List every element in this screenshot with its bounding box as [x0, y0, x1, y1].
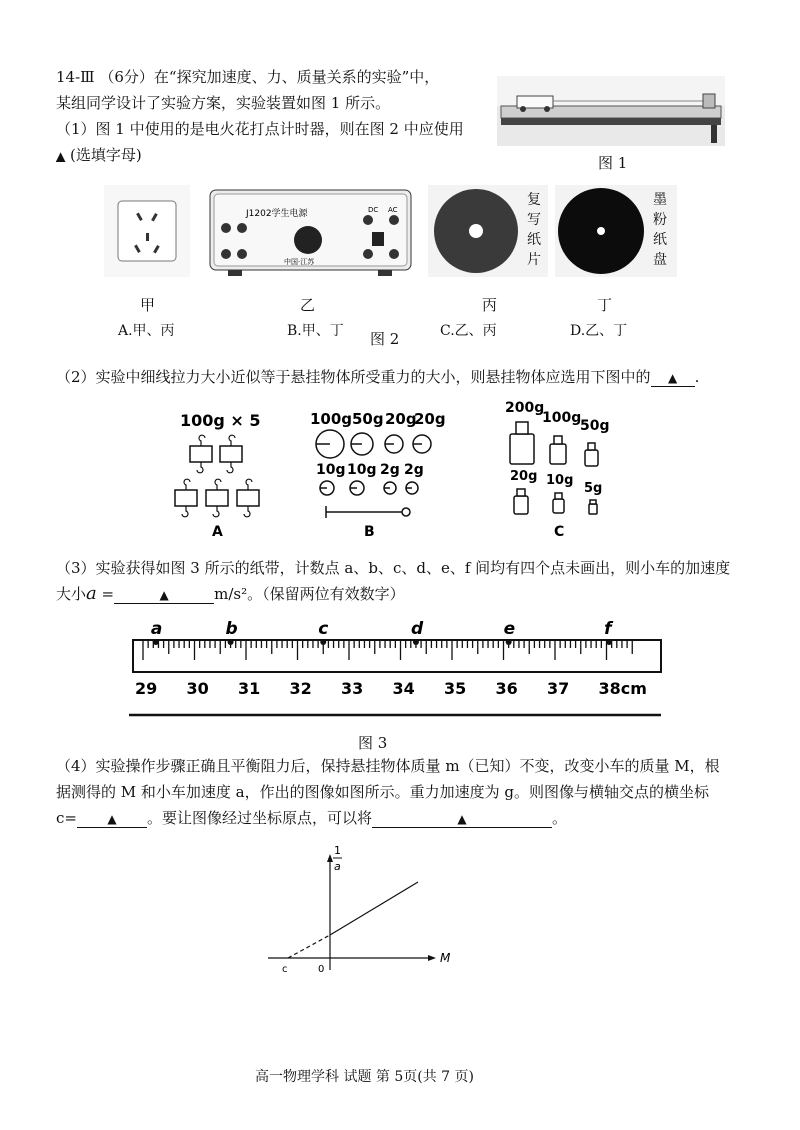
figure3-caption: 图 3	[358, 734, 388, 752]
graph-y-denominator: a	[334, 860, 341, 873]
part1-line2	[56, 144, 142, 165]
tape-point	[506, 639, 512, 645]
ruler-label: 35	[444, 679, 467, 698]
part4-line3: c= ▲ 。要让图像经过坐标原点，可以将 ▲ 。	[56, 809, 568, 827]
mass-c-bottom-1: 20g	[510, 469, 538, 484]
option-d: D.乙、丁	[570, 323, 628, 339]
mass-c-top-2: 100g	[542, 410, 582, 426]
ruler-label: 33	[341, 679, 364, 698]
figure2-caption: 图 2	[370, 330, 400, 348]
panel-label-yi: 乙	[300, 296, 316, 314]
ruler-label: 36	[495, 679, 518, 698]
graph-x-label: M	[440, 951, 451, 965]
part3-line2: 大小a = ▲ m/s²。（保留两位有效数字）	[56, 583, 405, 604]
ruler-label: 38cm	[598, 679, 647, 698]
panel-wall-socket	[104, 185, 190, 277]
figure3-tape-ruler	[125, 612, 670, 722]
mass-c-top-1: 200g	[505, 400, 545, 416]
mass-b-bottom-3: 2g	[380, 462, 400, 478]
part4-line1: （4）实验操作步骤正确且平衡阻力后，保持悬挂物体质量 m（已知）不变，改变小车的质量 M，根	[56, 757, 720, 775]
tape-point-label: b	[225, 619, 238, 639]
panel-label-bing: 丙	[482, 296, 498, 314]
disc2-label: 墨 粉 纸 盘	[653, 192, 667, 268]
option-a: A.甲、丙	[118, 323, 175, 339]
tape-point	[413, 639, 419, 645]
panel-label-jia: 甲	[140, 296, 156, 314]
mass-b-top-3: 20g	[385, 410, 417, 428]
psu-dc-label: DC	[368, 206, 379, 214]
figure1-apparatus-photo	[497, 76, 725, 146]
mass-sets	[150, 400, 730, 540]
mass-b-bottom-2: 10g	[347, 462, 377, 478]
disc1-label: 复 写 纸 片	[527, 192, 541, 268]
mass-b-top-4: 20g	[414, 410, 446, 428]
part2-text: （2）实验中细线拉力大小近似等于悬挂物体所受重力的大小，则悬挂物体应选用下图中的 ▲ .	[56, 368, 700, 386]
panel-power-supply	[208, 188, 413, 280]
part1-line1: （1）图 1 中使用的是电火花打点计时器，则在图 2 中应使用	[56, 120, 464, 138]
psu-brand: 中国·江苏	[284, 258, 315, 266]
inverse-acceleration-graph	[258, 840, 468, 980]
graph-y-numerator: 1	[334, 844, 341, 857]
mass-b-bottom-4: 2g	[404, 462, 424, 478]
mass-b-top-1: 100g	[310, 410, 353, 428]
mass-label-b: B	[364, 524, 375, 540]
figure1-caption: 图 1	[598, 154, 628, 172]
tape-point-label: a	[150, 619, 163, 639]
tape-point-label: e	[503, 619, 516, 639]
mass-c-bottom-2: 10g	[546, 473, 574, 488]
question-header: 14-Ⅲ （6分）在“探究加速度、力、质量关系的实验”中，	[56, 68, 440, 86]
option-b: B.甲、丁	[287, 323, 344, 339]
mass-a-title: 100g × 5	[180, 411, 261, 430]
ruler-label: 31	[238, 679, 261, 698]
ruler-label: 30	[186, 679, 209, 698]
answer-mark: ▲	[56, 149, 66, 163]
tape-point-label: d	[410, 619, 424, 639]
ruler-label: 29	[135, 679, 158, 698]
mass-b-bottom-1: 10g	[316, 462, 346, 478]
psu-title: J1202学生电源	[246, 209, 308, 219]
ruler-label: 37	[547, 679, 570, 698]
tape-point	[320, 639, 326, 645]
page-footer: 高一物理学科 试题 第 5页(共 7 页)	[255, 1069, 474, 1085]
tape-point	[606, 639, 612, 645]
mass-label-c: C	[554, 524, 565, 540]
panel-label-ding: 丁	[597, 296, 613, 314]
part4-line2: 据测得的 M 和小车加速度 a，作出的图像如图所示。重力加速度为 g。则图像与横轴交点的横坐标	[56, 783, 709, 801]
mass-c-top-3: 50g	[580, 418, 610, 434]
tape-point-label: f	[604, 619, 612, 639]
tape-point	[153, 639, 159, 645]
ruler-label: 34	[392, 679, 415, 698]
mass-label-a: A	[212, 524, 223, 540]
mass-c-bottom-3: 5g	[584, 481, 603, 496]
psu-ac-label: AC	[388, 206, 398, 214]
tape-point-label: c	[318, 619, 329, 639]
mass-b-top-2: 50g	[352, 410, 384, 428]
part1-hint: (选填字母)	[70, 146, 142, 164]
option-c: C.乙、丙	[440, 323, 497, 339]
part3-line1: （3）实验获得如图 3 所示的纸带，计数点 a、b、c、d、e、f 间均有四个点未画出，则小车的加速度	[56, 559, 731, 577]
tape-point	[228, 639, 234, 645]
question-intro: 某组同学设计了实验方案，实验装置如图 1 所示。	[56, 94, 391, 112]
ruler-label: 32	[289, 679, 312, 698]
ruler-body	[133, 640, 661, 672]
graph-origin-label: 0	[318, 964, 325, 975]
graph-c-label: c	[282, 964, 288, 975]
